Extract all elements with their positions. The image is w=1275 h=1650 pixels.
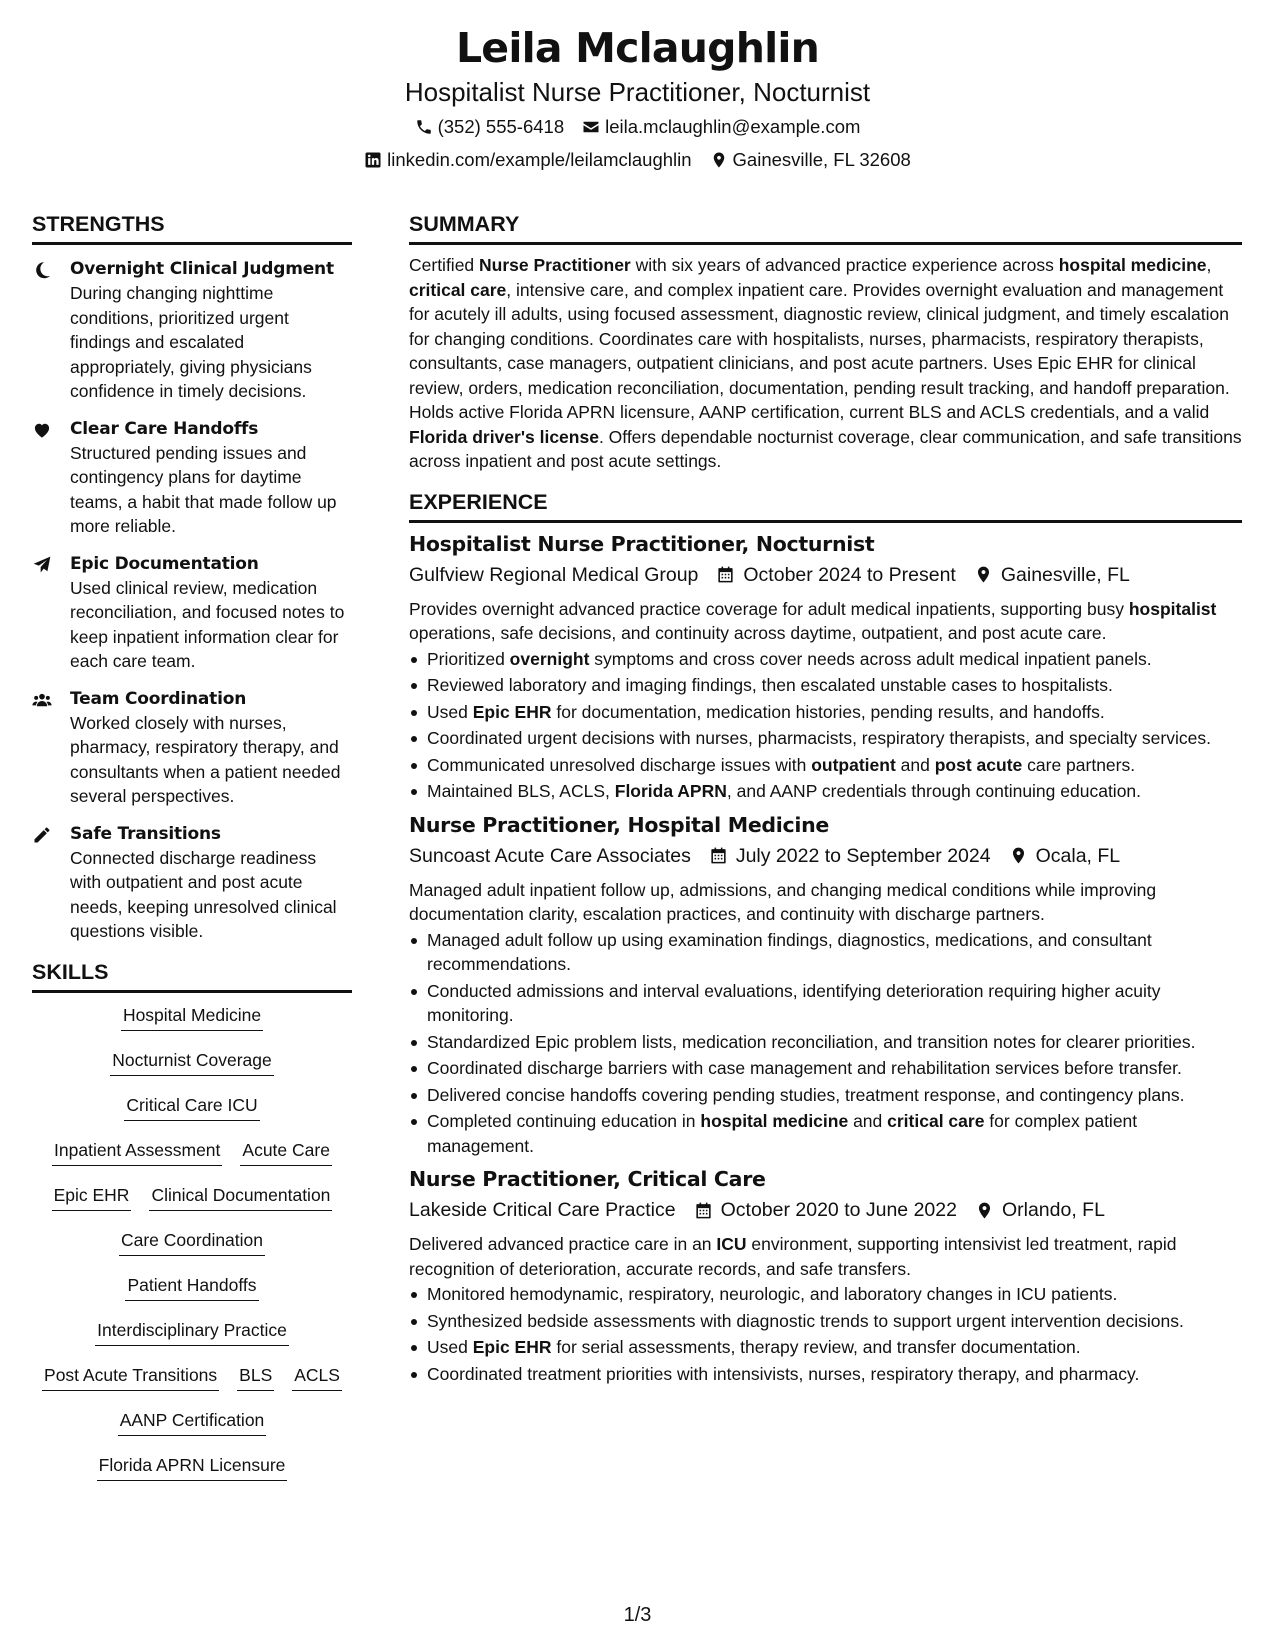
- moon-icon: [32, 260, 52, 280]
- summary-text: ,: [1206, 255, 1212, 275]
- bullet-bold-text: Florida APRN: [614, 781, 727, 801]
- map-pin-icon: [1009, 846, 1028, 865]
- job-entry: [409, 529, 1242, 804]
- job-dates: July 2022 to September 2024: [735, 844, 991, 867]
- bullet-text: symptoms and cross cover needs across adult medical inpatient panels.: [589, 648, 1152, 669]
- bullet-text: Standardized Epic problem lists, medication reconciliation, and transition notes for clearer priorities.: [427, 1031, 1196, 1052]
- summary-bold-text: Nurse Practitioner: [479, 255, 631, 275]
- linkedin-icon: [364, 151, 382, 169]
- job-bullet: [409, 779, 1242, 804]
- skill-tag: Inpatient Assessment: [52, 1138, 222, 1166]
- users-icon: [32, 690, 52, 710]
- job-entry: [409, 810, 1242, 1159]
- strength-description: Worked closely with nurses, pharmacy, respiratory therapy, and consultants when a patient needed several perspectives.: [70, 712, 341, 806]
- bullet-text: Prioritized: [427, 648, 510, 669]
- job-bullet: [409, 1109, 1242, 1158]
- skill-tag: Hospital Medicine: [121, 1003, 263, 1031]
- strength-description: During changing nighttime conditions, prioritized urgent findings and escalated appropriately, giving physicians confidence in timely decisions.: [70, 283, 312, 401]
- skill-row: [42, 1363, 342, 1408]
- job-bullet: [409, 1282, 1242, 1307]
- job-bullet: [409, 1030, 1242, 1055]
- summary-text: Certified: [409, 255, 480, 275]
- email-address: leila.mclaughlin@example.com: [605, 116, 861, 137]
- skill-tag: Clinical Documentation: [149, 1183, 332, 1211]
- strength-title: Team Coordination: [70, 688, 247, 709]
- strength-description: Used clinical review, medication reconciliation, and focused notes to keep inpatient information clear for each care team.: [70, 577, 345, 671]
- strength-title: Overnight Clinical Judgment: [70, 259, 334, 279]
- bullet-text: Delivered concise handoffs covering pending studies, treatment response, and contingency plans.: [427, 1084, 1185, 1105]
- right-column: [409, 210, 1242, 1388]
- bullet-text: Reviewed laboratory and imaging findings, then escalated unstable cases to hospitalists.: [427, 675, 1113, 695]
- job-description-bold-text: ICU: [716, 1234, 747, 1254]
- job-bullet: [409, 726, 1242, 751]
- skills-section: [32, 958, 352, 1498]
- job-entry: [409, 1164, 1242, 1386]
- job-employer: Lakeside Critical Care Practice: [409, 1199, 676, 1221]
- email-contact[interactable]: [582, 115, 860, 139]
- job-bullet: [409, 1309, 1242, 1334]
- bullet-text: Managed adult follow up using examination findings, diagnostics, medications, and consultant recommendations.: [427, 929, 1152, 974]
- phone-number: (352) 555-6418: [437, 116, 565, 137]
- location-text: Gainesville, FL 32608: [732, 149, 911, 170]
- skill-row: [97, 1453, 288, 1498]
- experience-heading: EXPERIENCE: [409, 488, 1242, 523]
- jobs-list: [409, 529, 1242, 1387]
- linkedin-url: linkedin.com/example/leilamclaughlin: [387, 149, 692, 170]
- bullet-text: Used: [427, 1337, 473, 1357]
- contact-row-1: [0, 115, 1275, 139]
- strength-item: [32, 552, 352, 674]
- phone-icon: [415, 118, 433, 136]
- page-number: 1/3: [623, 1604, 652, 1626]
- bullet-text: Conducted admissions and interval evaluations, identifying deterioration requiring higher acuity monitoring.: [427, 980, 1161, 1025]
- strength-title: Epic Documentation: [70, 553, 259, 574]
- strength-item: [32, 822, 352, 944]
- job-location: Gainesville, FL: [1000, 563, 1130, 586]
- job-bullets: [409, 1282, 1242, 1386]
- skill-row: [52, 1138, 332, 1183]
- skills-list: [32, 1003, 352, 1498]
- bullet-text: Coordinated discharge barriers with case management and rehabilitation services before transfer.: [427, 1058, 1182, 1078]
- job-bullet: [409, 647, 1242, 672]
- job-bullets: [409, 647, 1242, 804]
- bullet-text: for complex patient management.: [427, 1111, 1138, 1156]
- contact-row-2: [0, 148, 1275, 172]
- location-contact: [710, 148, 911, 172]
- job-bullet: [409, 1056, 1242, 1081]
- strength-description: Connected discharge readiness with outpatient and post acute needs, keeping unresolved clinical questions visible.: [70, 847, 337, 941]
- job-title: Hospitalist Nurse Practitioner, Nocturnist: [409, 531, 875, 556]
- strength-item: [32, 417, 352, 539]
- job-description: [409, 597, 1242, 646]
- skill-row: [124, 1093, 259, 1138]
- bullet-text: Synthesized bedside assessments with diagnostic trends to support urgent intervention decisions.: [427, 1310, 1184, 1331]
- bullet-text: Coordinated urgent decisions with nurses, pharmacists, respiratory therapists, and specialty services.: [427, 728, 1211, 748]
- job-meta: [409, 841, 1242, 871]
- skill-row: [110, 1048, 274, 1093]
- job-title: Nurse Practitioner, Critical Care: [409, 1167, 766, 1191]
- job-description-text: Delivered advanced practice care in an: [409, 1234, 717, 1254]
- summary-bold-text: hospital medicine: [1058, 255, 1207, 275]
- strengths-list: [32, 257, 352, 944]
- job-dates: October 2020 to June 2022: [720, 1199, 957, 1221]
- summary-text: , intensive care, and complex inpatient care. Provides overnight evaluation and management for acutely ill adults, using focused assessment, diagnostic review, clinical judgment, and timely escalation for changing conditions. Coordinates care with hospitalists, nurses, pharmacists, respiratory therapists, consultants, case managers, outpatient clinicians, and post acute partners. Uses Epic EHR for clinical review, orders, medication reconciliation, documentation, pending result tracking, and handoff preparation. Holds active Florida APRN licensure, AANP certification, current BLS and ACLS credentials, and a valid: [409, 279, 1230, 422]
- job-description-text: Managed adult inpatient follow up, admissions, and changing medical conditions while improving documentation clarity, escalation practices, and continuity with discharge partners.: [409, 879, 1157, 924]
- skill-tag: Epic EHR: [52, 1183, 132, 1211]
- bullet-text: care partners.: [1022, 754, 1136, 775]
- strengths-heading: STRENGTHS: [32, 210, 352, 245]
- job-bullets: [409, 928, 1242, 1159]
- job-location: Ocala, FL: [1035, 844, 1121, 867]
- paper-plane-icon: [32, 555, 52, 575]
- map-pin-icon: [710, 151, 728, 169]
- summary-text: with six years of advanced practice experience across: [630, 255, 1059, 275]
- map-pin-icon: [974, 565, 993, 584]
- left-column: [32, 210, 352, 1498]
- bullet-text: Monitored hemodynamic, respiratory, neurologic, and laboratory changes in ICU patients.: [427, 1284, 1118, 1304]
- skill-tag: ACLS: [292, 1363, 342, 1391]
- calendar-icon: [709, 846, 728, 865]
- job-description-bold-text: hospitalist: [1128, 598, 1217, 619]
- skill-tag: Post Acute Transitions: [42, 1363, 219, 1391]
- skill-row: [118, 1408, 267, 1453]
- job-description-text: environment, supporting intensivist led treatment, rapid recognition of deterioration, accurate records, and safe transfers.: [409, 1234, 1177, 1279]
- job-bullet: [409, 979, 1242, 1028]
- bullet-text: and: [895, 754, 935, 775]
- summary-bold-text: Florida driver's license: [409, 426, 599, 447]
- skill-tag: BLS: [237, 1363, 274, 1391]
- bullet-text: Completed continuing education in: [427, 1111, 701, 1131]
- bullet-bold-text: outpatient: [811, 754, 896, 775]
- summary-bold-text: critical care: [409, 279, 507, 300]
- bullet-text: Coordinated treatment priorities with intensivists, nurses, respiratory therapy, and pharmacy.: [427, 1363, 1140, 1384]
- job-dates: October 2024 to Present: [743, 563, 956, 586]
- bullet-text: , and AANP credentials through continuing education.: [726, 781, 1142, 801]
- bullet-text: for serial assessments, therapy review, and transfer documentation.: [551, 1337, 1081, 1357]
- job-meta: [409, 1195, 1242, 1225]
- job-description-text: Provides overnight advanced practice coverage for adult medical inpatients, supporting busy: [409, 598, 1129, 619]
- strength-description: Structured pending issues and contingency plans for daytime teams, a habit that made follow up more reliable.: [70, 442, 337, 536]
- bullet-text: Communicated unresolved discharge issues with: [427, 754, 812, 775]
- job-bullet: [409, 700, 1242, 725]
- envelope-icon: [582, 118, 600, 136]
- skill-tag: Interdisciplinary Practice: [95, 1318, 289, 1346]
- job-bullet: [409, 1083, 1242, 1108]
- bullet-text: for documentation, medication histories, pending results, and handoffs.: [551, 701, 1105, 722]
- strength-title: Clear Care Handoffs: [70, 418, 259, 439]
- bullet-bold-text: Epic EHR: [472, 701, 552, 722]
- skill-tag: Care Coordination: [119, 1228, 265, 1256]
- phone-contact[interactable]: [415, 115, 565, 139]
- skill-tag: Nocturnist Coverage: [110, 1048, 274, 1076]
- job-bullet: [409, 673, 1242, 698]
- map-pin-icon: [975, 1201, 994, 1220]
- job-bullet: [409, 928, 1242, 977]
- job-description: [409, 1232, 1242, 1281]
- summary-text: . Offers dependable nocturnist coverage, clear communication, and safe transitions across inpatient and post acute settings.: [409, 426, 1242, 471]
- skill-tag: Critical Care ICU: [124, 1093, 259, 1121]
- calendar-icon: [694, 1201, 713, 1220]
- job-employer: Gulfview Regional Medical Group: [409, 563, 699, 586]
- skill-row: [119, 1228, 265, 1273]
- job-bullet: [409, 1335, 1242, 1360]
- skill-tag: Patient Handoffs: [125, 1273, 258, 1301]
- pencil-icon: [32, 825, 52, 845]
- job-description: [409, 878, 1242, 927]
- job-title: Nurse Practitioner, Hospital Medicine: [409, 812, 830, 837]
- candidate-title: Hospitalist Nurse Practitioner, Nocturnist: [404, 77, 871, 107]
- experience-section: [409, 488, 1242, 1387]
- bullet-text: and: [848, 1111, 888, 1131]
- skill-row: [125, 1273, 258, 1318]
- heart-icon: [32, 420, 52, 440]
- strength-item: [32, 687, 352, 809]
- skill-row: [121, 1003, 263, 1048]
- candidate-name: Leila Mclaughlin: [455, 24, 820, 72]
- calendar-icon: [716, 565, 735, 584]
- resume-header: [0, 22, 1275, 172]
- skill-tag: Florida APRN Licensure: [97, 1453, 288, 1481]
- job-bullet: [409, 753, 1242, 778]
- job-bullet: [409, 1362, 1242, 1387]
- linkedin-contact[interactable]: [364, 148, 691, 172]
- bullet-bold-text: overnight: [509, 648, 590, 669]
- bullet-bold-text: hospital medicine: [700, 1111, 849, 1131]
- job-description-text: operations, safe decisions, and continuity across daytime, outpatient, and post acute care.: [409, 623, 1107, 643]
- skill-row: [95, 1318, 289, 1363]
- skill-row: [52, 1183, 333, 1228]
- job-meta: [409, 560, 1242, 590]
- bullet-bold-text: critical care: [887, 1111, 985, 1131]
- strength-item: [32, 257, 352, 404]
- bullet-bold-text: post acute: [934, 754, 1023, 775]
- skill-tag: Acute Care: [240, 1138, 332, 1166]
- summary-text: [409, 253, 1242, 474]
- job-employer: Suncoast Acute Care Associates: [409, 844, 691, 867]
- bullet-bold-text: Epic EHR: [472, 1337, 552, 1357]
- bullet-text: Used: [427, 701, 473, 722]
- job-location: Orlando, FL: [1001, 1199, 1105, 1221]
- bullet-text: Maintained BLS, ACLS,: [427, 781, 615, 801]
- skills-heading: SKILLS: [32, 958, 352, 993]
- skill-tag: AANP Certification: [118, 1408, 267, 1436]
- strength-title: Safe Transitions: [70, 823, 221, 844]
- summary-heading: SUMMARY: [409, 210, 1242, 245]
